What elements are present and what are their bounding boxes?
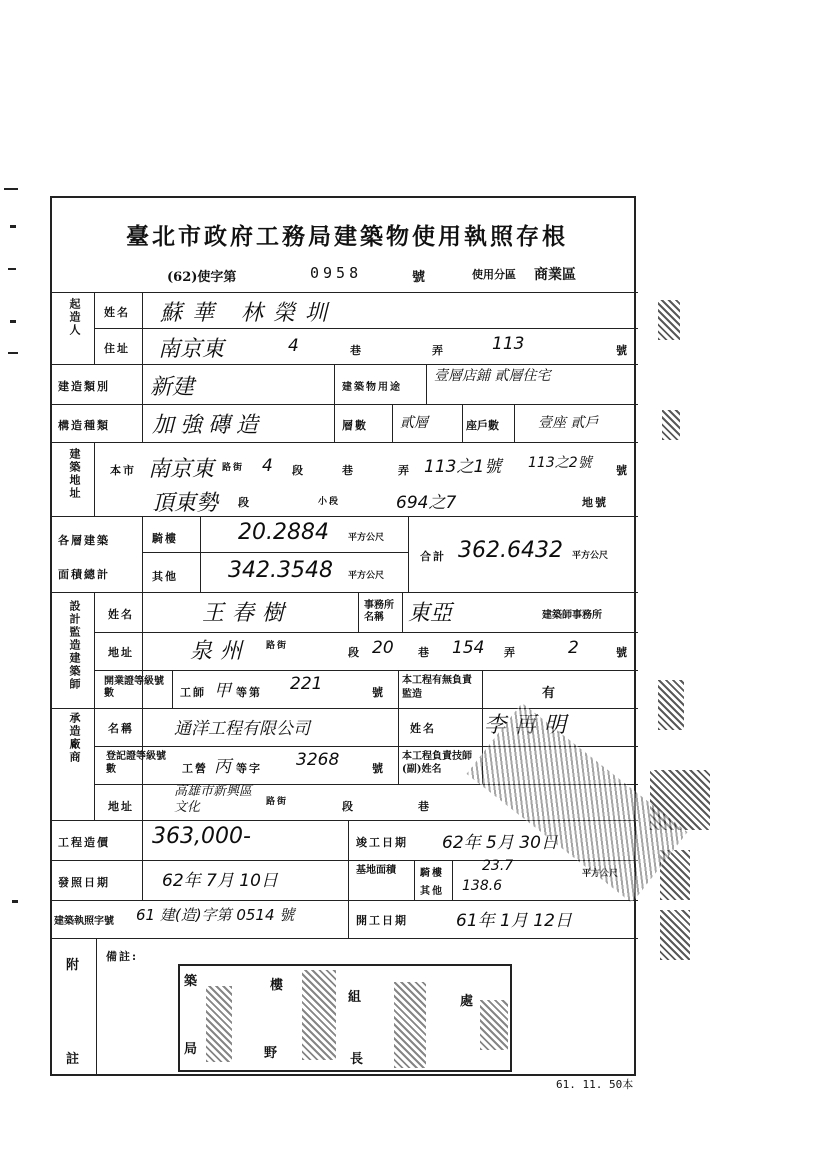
stamp-label-3: 組	[348, 990, 362, 1005]
applicant-group-label: 起造人	[68, 298, 81, 337]
seal-impression	[394, 982, 426, 1068]
floors-label: 層數	[342, 419, 368, 432]
permit-form	[50, 196, 636, 1076]
issue-label: 發照日期	[58, 876, 110, 889]
stamp-label-2: 樓	[270, 978, 284, 993]
seal-impression	[206, 986, 232, 1062]
base-arcade-label: 騎樓	[420, 868, 444, 879]
area-group-label-2: 面積總計	[58, 568, 110, 581]
designer-license-suffix: 號	[372, 686, 385, 699]
remarks-side-bottom: 註	[66, 1052, 82, 1067]
contractor-address-value: 高雄市新興區 文化	[174, 784, 253, 815]
form-title: 臺北市政府工務局建築物使用執照存根	[126, 223, 568, 250]
applicant-address-street: 南京東	[158, 337, 225, 362]
designer-name-value: 王春樹	[202, 601, 293, 626]
applicant-lane-label: 巷	[350, 344, 363, 357]
complete-value: 62年 5月 30日	[442, 833, 558, 853]
site-group-label: 建築地址	[68, 448, 81, 500]
issue-value: 62年 7月 10日	[162, 871, 278, 891]
approval-stamp-block	[178, 964, 512, 1072]
applicant-address-section: 4	[288, 336, 299, 356]
area-other-unit: 平方公尺	[348, 571, 385, 581]
designer-lane: 20	[372, 638, 394, 658]
designer-license-grade: 甲	[214, 681, 231, 701]
site-number: 113之1號	[424, 457, 502, 477]
stamp-label-1: 築	[184, 974, 198, 989]
structure-value: 加強磚造	[152, 413, 265, 438]
designer-address-number: 2	[568, 638, 579, 658]
stamp-label-6: 野	[264, 1046, 278, 1061]
contractor-address-label: 地址	[108, 800, 134, 813]
site-road-label: 路街	[222, 463, 245, 473]
area-total-unit: 平方公尺	[572, 551, 609, 561]
contractor-reg-suffix: 號	[372, 762, 385, 775]
structure-label: 構造種類	[58, 419, 110, 432]
area-other-value: 342.3548	[228, 558, 333, 583]
designer-supervisor-label: 本工程有無負責監造	[402, 675, 472, 700]
contractor-lane-label: 巷	[418, 800, 431, 813]
start-label: 開工日期	[356, 914, 408, 927]
area-other-label: 其他	[152, 570, 178, 583]
site-hao-label: 號	[616, 464, 629, 477]
seal-impression	[480, 1000, 508, 1050]
designer-license-number: 221	[290, 674, 323, 694]
adjacent-page-marks	[650, 290, 830, 970]
site-section-label: 段	[292, 464, 305, 477]
contractor-owner-label: 姓名	[410, 722, 436, 735]
base-other-label: 其他	[420, 886, 444, 897]
scan-mark	[8, 268, 16, 270]
designer-license-prefix: 工師	[180, 686, 206, 699]
site-lot: 694之7	[396, 493, 457, 513]
site-subsection-label: 小段	[318, 497, 341, 507]
site-number-2: 113之2號	[528, 455, 592, 471]
designer-name-label: 姓名	[108, 608, 134, 621]
stamp-label-7: 長	[350, 1052, 364, 1067]
category-label: 建造類別	[58, 380, 110, 393]
permit-number-suffix: 號	[412, 270, 426, 285]
applicant-address-number: 113	[492, 334, 525, 354]
applicant-hao-label: 號	[616, 344, 629, 357]
permit-value: 61 建(造)字第 0514 號	[136, 906, 295, 924]
contractor-tech-label: 本工程負責技師(副)姓名	[402, 751, 472, 775]
cost-label: 工程造價	[58, 836, 110, 849]
cost-value: 363,000-	[152, 824, 251, 849]
site-lane-label: 巷	[342, 464, 355, 477]
units-value: 壹座 貳戶	[538, 415, 599, 431]
floors-value: 貳層	[400, 415, 428, 431]
site-district: 頂東勢	[152, 491, 219, 516]
area-group-label-1: 各層建築	[58, 534, 110, 547]
seal-impression	[302, 970, 336, 1060]
contractor-group-label: 承造廠商	[68, 712, 81, 764]
applicant-name-label: 姓名	[104, 306, 130, 319]
designer-hao-label: 號	[616, 646, 629, 659]
designer-license-mid: 等第	[236, 686, 262, 699]
designer-office-label: 事務所名稱	[364, 600, 394, 623]
contractor-reg-grade: 丙	[214, 757, 231, 777]
site-section: 4	[262, 456, 273, 476]
contractor-name-label: 名稱	[108, 722, 134, 735]
units-label: 座戶數	[466, 419, 499, 432]
site-city-prefix: 本市	[110, 464, 136, 477]
use-label: 建築物用途	[342, 382, 402, 393]
contractor-name-value: 通洋工程有限公司	[174, 719, 310, 739]
designer-section-label: 段	[348, 646, 361, 659]
site-alley-label: 弄	[398, 464, 411, 477]
contractor-reg-mid: 等字	[236, 762, 262, 775]
applicant-name-value: 蘇華 林榮圳	[160, 301, 337, 326]
designer-address-label: 地址	[108, 646, 134, 659]
contractor-reg-prefix: 工營	[182, 762, 208, 775]
permit-label: 建築執照字號	[54, 916, 114, 927]
site-district-label: 段	[238, 496, 251, 509]
zone-label: 使用分區	[472, 268, 516, 281]
designer-alley: 154	[452, 638, 485, 658]
complete-label: 竣工日期	[356, 836, 408, 849]
contractor-section-label: 段	[342, 800, 355, 813]
stamp-label-5: 局	[184, 1042, 198, 1057]
base-area-label: 基地面積	[356, 865, 396, 876]
category-value: 新建	[150, 375, 195, 400]
base-area-unit: 平方公尺	[582, 869, 619, 879]
permit-number-prefix: (62)使字第	[167, 270, 237, 285]
contractor-owner-value: 李再明	[484, 713, 575, 738]
designer-group-label: 設計監造建築師	[68, 600, 81, 691]
remarks-side-top: 附	[66, 958, 82, 973]
scan-mark	[12, 900, 18, 903]
contractor-reg-label: 登記證等級號數	[106, 751, 166, 775]
site-road: 南京東	[148, 457, 215, 482]
designer-license-label: 開業證等級號數	[104, 676, 164, 699]
base-arcade-value: 23.7	[482, 858, 514, 874]
start-value: 61年 1月 12日	[456, 911, 572, 931]
scan-mark	[8, 352, 18, 354]
designer-office-value: 東亞	[408, 601, 453, 626]
designer-road-label: 路街	[266, 641, 289, 651]
zone-value: 商業區	[534, 267, 576, 283]
contractor-reg-number: 3268	[296, 750, 340, 770]
scan-mark	[10, 225, 16, 228]
area-total-label: 合計	[420, 550, 446, 563]
designer-supervisor-value: 有	[542, 686, 558, 701]
scan-mark	[10, 320, 16, 323]
base-other-value: 138.6	[462, 878, 503, 894]
contractor-road-label: 路街	[266, 797, 289, 807]
designer-address-street: 泉州	[190, 639, 251, 664]
scan-mark	[4, 188, 18, 190]
applicant-alley-label: 弄	[432, 344, 445, 357]
remarks-label: 備註:	[106, 950, 139, 963]
area-arcade-value: 20.2884	[238, 520, 329, 545]
site-lot-label: 地號	[582, 496, 608, 509]
use-value: 壹層店鋪 貳層住宅	[434, 368, 551, 384]
print-code: 61. 11. 50本	[556, 1078, 634, 1091]
permit-number: 0958	[310, 264, 363, 282]
area-arcade-label: 騎樓	[152, 532, 178, 545]
designer-lane-label: 巷	[418, 646, 431, 659]
designer-office-suffix: 建築師事務所	[542, 610, 602, 621]
area-arcade-unit: 平方公尺	[348, 533, 385, 543]
stamp-label-4: 處	[460, 994, 474, 1009]
area-total-value: 362.6432	[458, 538, 563, 563]
designer-alley-label: 弄	[504, 646, 517, 659]
applicant-address-label: 住址	[104, 342, 130, 355]
